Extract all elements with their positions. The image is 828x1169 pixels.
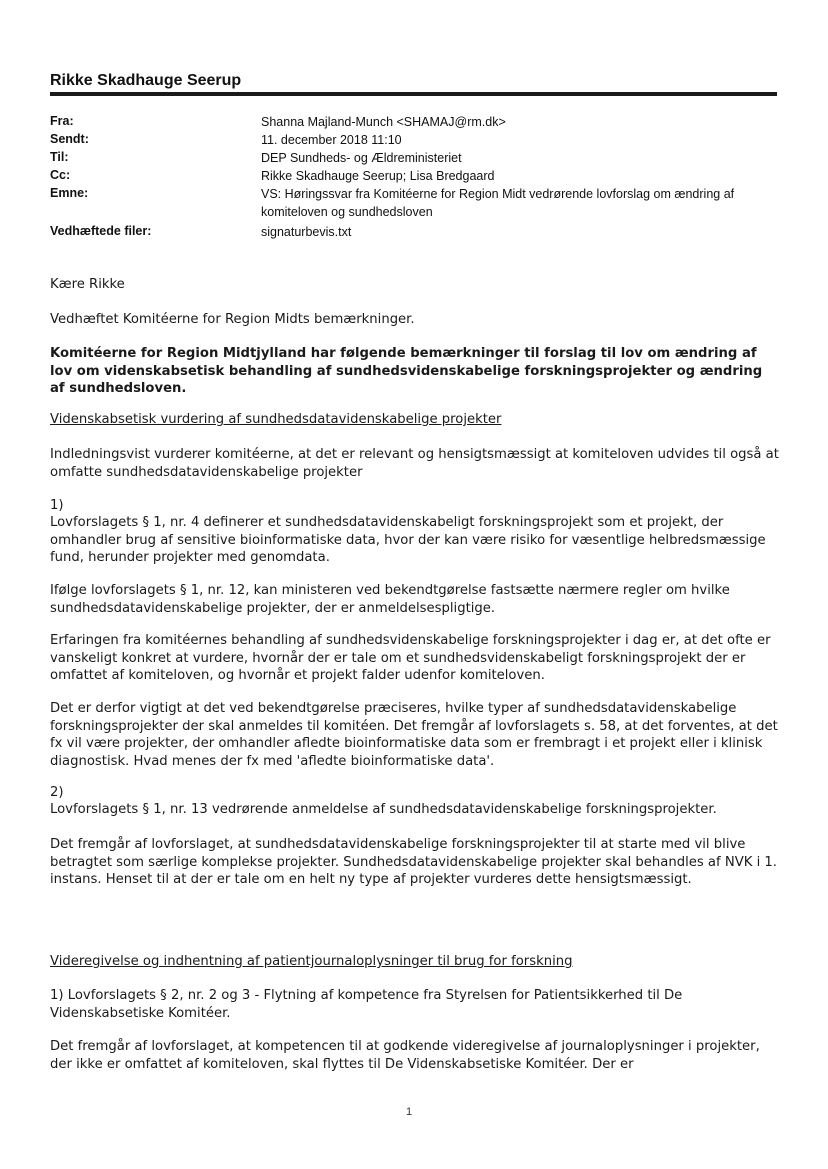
to-value: DEP Sundheds- og Ældreministeriet <box>261 151 462 165</box>
mailbox-owner-name: Rikke Skadhauge Seerup <box>50 72 242 89</box>
paragraph-5: Det er derfor vigtigt at det ved bekendtgørelse præciseres, hvilke typer af sundhedsdatavidenskabelige forskningsprojekter der skal anmeldes til komitéen. Det fremgår af lovforslagets s. 58, at det forventes, at det fx vil være projekter, der omhandler afledte bioinformatiske data som er frembragt i et projekt eller i klinisk diagnostisk. Hvad menes der fx med 'afledte bioinformatiske data'. <box>50 701 778 769</box>
bold-heading: Komitéerne for Region Midtjylland har følgende bemærkninger til forslag til lov om ændring af lov om videnskabsetisk behandling af sundhedsvidenskabelige forskningsprojekter og ændring af sundhedsloven. <box>50 346 763 396</box>
to-label: Til: <box>50 150 69 164</box>
paragraph-3: Ifølge lovforslagets § 1, nr. 12, kan ministeren ved bekendtgørelse fastsætte nærmere regler om hvilke sundhedsdatavidenskabelige projekter, der er anmeldelsespligtige. <box>50 583 730 616</box>
item-marker-2: 2) <box>50 785 64 800</box>
sent-value: 11. december 2018 11:10 <box>261 133 402 147</box>
attachments-value: signaturbevis.txt <box>261 225 352 239</box>
cc-label: Cc: <box>50 168 71 182</box>
paragraph-7: Det fremgår af lovforslaget, at sundhedsdatavidenskabelige forskningsprojekter til at starte med vil blive betragtet som særlige komplekse projekter. Sundhedsdatavidenskabelige projekter skal behandles af NVK i 1. instans. Henset til at der er tale om en helt ny type af projekter vurderes dette hensigtsmæssigt. <box>50 837 778 887</box>
intro-paragraph: Vedhæftet Komitéerne for Region Midts bemærkninger. <box>50 312 415 327</box>
header-rule <box>50 92 777 96</box>
paragraph-2: Lovforslagets § 1, nr. 4 definerer et sundhedsdatavidenskabeligt forskningsprojekt som et projekt, der omhandler brug af sensitive bioinformatiske data, hvor der kan være risiko for væsentlige helbredsmæssige fund, herunder projekter med genomdata. <box>50 515 766 565</box>
paragraph-9: Det fremgår af lovforslaget, at kompetencen til at godkende videregivelse af journaloplysninger i projekter, der ikke er omfattet af komiteloven, skal flyttes til De Videnskabsetiske Komitéer. Der er <box>50 1039 760 1072</box>
attachments-label: Vedhæftede filer: <box>50 224 152 238</box>
page-number: 1 <box>406 1106 413 1118</box>
from-label: Fra: <box>50 114 74 128</box>
item-marker-1: 1) <box>50 498 64 513</box>
section-title-2: Videregivelse og indhentning af patientjournaloplysninger til brug for forskning <box>50 954 573 969</box>
cc-value: Rikke Skadhauge Seerup; Lisa Bredgaard <box>261 169 495 183</box>
paragraph-6: Lovforslagets § 1, nr. 13 vedrørende anmeldelse af sundhedsdatavidenskabelige forskningsprojekter. <box>50 802 717 817</box>
paragraph-1: Indledningsvist vurderer komitéerne, at det er relevant og hensigtsmæssigt at komiteloven udvides til også at omfatte sundhedsdatavidenskabelige projekter <box>50 447 779 480</box>
greeting: Kære Rikke <box>50 277 125 292</box>
section-title-1: Videnskabsetisk vurdering af sundhedsdatavidenskabelige projekter <box>50 412 502 427</box>
sent-label: Sendt: <box>50 132 89 146</box>
paragraph-4: Erfaringen fra komitéernes behandling af sundhedsvidenskabelige forskningsprojekter i dag er, at det ofte er vanskeligt konkret at vurdere, hvornår der er tale om et sundhedsvidenskabeligt forskningsprojekt der er omfattet af komiteloven, og hvornår et projekt falder udenfor komiteloven. <box>50 633 771 683</box>
from-value: Shanna Majland-Munch <SHAMAJ@rm.dk> <box>261 115 506 129</box>
paragraph-8: 1) Lovforslagets § 2, nr. 2 og 3 - Flytning af kompetence fra Styrelsen for Patientsikkerhed til De Videnskabsetiske Komitéer. <box>50 988 683 1021</box>
subject-value: VS: Høringssvar fra Komitéerne for Region Midt vedrørende lovforslag om ændring af komiteloven og sundhedsloven <box>261 187 735 219</box>
subject-label: Emne: <box>50 186 89 200</box>
